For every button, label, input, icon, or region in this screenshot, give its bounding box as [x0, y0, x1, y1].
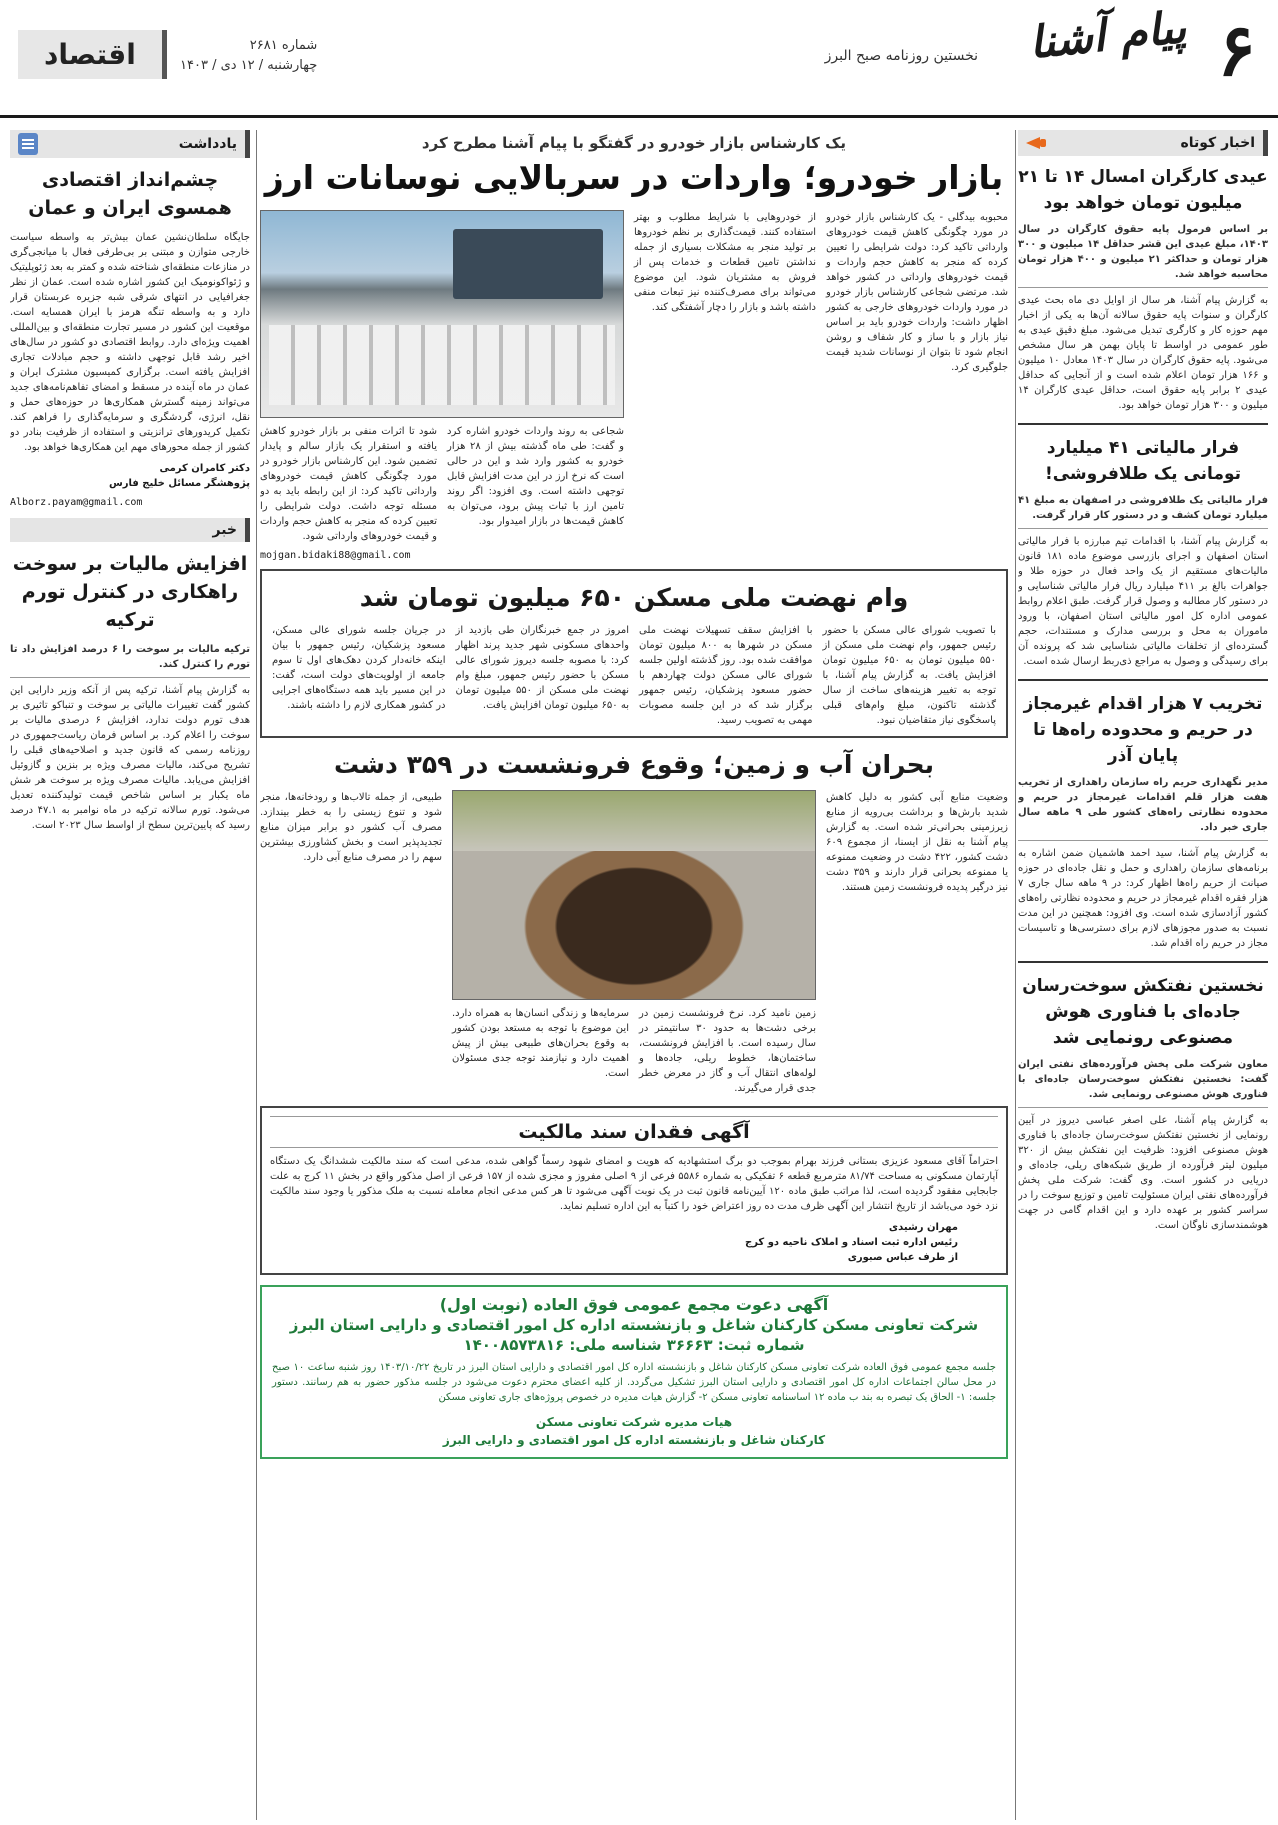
main-column: [260, 130, 1008, 1820]
author-role: پژوهشگر مسائل خلیج فارس: [108, 478, 250, 489]
news-bar: [10, 518, 250, 542]
news-item: [1018, 435, 1268, 669]
article-column: با تصویب شورای عالی مسکن با حضور رئیس جمهور، وام نهضت ملی مسکن از ۵۵۰ میلیون تومان به ۶۵۰ میلیون تومان افزایش یافت. به گزارش پیام آشنا، با توجه به تغییر هزینه‌های ساخت از سال گذشته تاکنون، مبلغ وام‌های قبلی پاسخگوی نیاز متقاضیان نبود.: [822, 625, 996, 726]
column-divider: [1015, 130, 1016, 1820]
article-column: در جریان جلسه شورای عالی مسکن، مسعود پزشکیان، رئیس جمهور با بیان اینکه خانه‌دار کردن دهک‌های اول تا سوم جامعه از اولویت‌های دولت است، گفت: در این مسیر باید همه دستگاه‌های اجرایی در کشور همکاری لازم را داشته باشند.: [272, 625, 446, 711]
note-body: جایگاه سلطان‌نشین عمان بیش‌تر به واسطه سیاست خارجی متوازن و مبتنی بر بی‌طرفی فعال با میانجی‌گری در منازعات منطقه‌ای شناخته شده و کمتر به بعد ژئوپلیتیک و ژئواکونومیک این کشور اشاره شده است. عمان از نظر جغرافیایی در انتهای شرقی شبه جزیره عربستان قرار دارد و به واسطه تنگه هرمز با ایران همسایه است. موقعیت این کشور در مسیر تجارت منطقه‌ای و بین‌المللی اهمیت ویژه‌ای دارد. روابط اقتصادی دو کشور در سال‌های اخیر رشد قابل توجهی داشته و حجم مبادلات تجاری افزایش یافته است. برگزاری کمیسیون مشترک ایران و عمان در ماه آینده در مسقط و امضای تفاهم‌نامه‌های جدید می‌تواند زمینه گسترش همکاری‌ها در حوزه‌های حمل و نقل، انرژی، گردشگری و سرمایه‌گذاری را فراهم کند. تکمیل کریدورهای ترانزیتی و استفاده از ظرفیت بنادر دو کشور از جمله محورهای مهم این همکاری‌ها خواهد بود.: [10, 232, 250, 453]
article-kicker: یک کارشناس بازار خودرو در گفتگو با پیام آشنا مطرح کرد: [421, 134, 847, 152]
article-column: امروز در جمع خبرنگاران طی بازدید از واحدهای مسکونی شهر جدید پرند اظهار کرد: با مصوبه جلسه دیروز شورای عالی مسکن با حضور رئیس جمهور، مبلغ وام نهضت ملی مسکن از ۵۵۰ میلیون تومان به ۶۵۰ میلیون تومان افزایش یافت.: [455, 625, 630, 711]
cars-shape: [269, 325, 615, 405]
author-name: دکتر کامران کرمی: [159, 463, 250, 474]
short-news-column: [1018, 130, 1268, 1820]
signer-board: هیات مدیره شرکت تعاونی مسکن: [535, 1415, 733, 1429]
signer-org: کارکنان شاغل و بازنشسته اداره کل امور اقتصادی و دارایی البرز: [442, 1433, 826, 1447]
author-email[interactable]: mojgan.bidaki88@gmail.com: [260, 550, 411, 561]
imported-cars-photo: [260, 210, 624, 418]
signer-name: مهران رشیدی: [888, 1222, 958, 1233]
news-body: به گزارش پیام آشنا، ترکیه پس از آنکه وزیر دارایی این کشور گفت تغییرات مالیاتی بر سوخت و تنباکو تاثیری بر هدف تورم دولت ندارد، افزایش ۶ درصدی مالیات بر سوخت را اعلام کرد. بر اساس فرمان ریاست‌جمهوری در روزنامه رسمی که قانون جدید و اصلاحیه‌های قبلی را تشریح می‌کند، مالیات مصرف ویژه بر بنزین و گازوئیل افزایش می‌یابد. مالیات مصرف ویژه بر سوخت هر شش ماه یکبار بر اساس شاخص قیمت تولیدکننده تعدیل می‌شود. تورم سالانه ترکیه در ماه نوامبر به ۴۷.۱ درصد رسید که پایین‌ترین سطح از اواسط سال ۲۰۲۳ است.: [10, 685, 250, 831]
article-column: از خودروهایی با شرایط مطلوب و بهتر استفاده کنند. قیمت‌گذاری بر نظم خودروها بر تولید منجر به مشکلات بسیاری از جمله نداشتن تامین قطعات و خدمات پس از فروش به مشتریان شود. این موضوع می‌تواند برای مصرف‌کننده نیز تبعات منفی داشته باشد و بازار را دچار آشفتگی کند.: [634, 212, 816, 313]
megaphone-icon: [1026, 135, 1048, 151]
article-column: شجاعی به روند واردات خودرو اشاره کرد و گفت: طی ماه گذشته بیش از ۲۸ هزار خودرو به کشور وارد شد و این در حالی است که نرخ ارز در این مدت افزایش قابل توجهی داشته است. وی افزود: اگر روند تامین ارز با ثبات پیش برود، می‌توان به کاهش قیمت‌ها در بازار امیدوار بود.: [447, 426, 624, 527]
sinkhole-photo: [452, 790, 816, 1000]
author-email[interactable]: Alborz.payam@gmail.com: [10, 497, 143, 508]
notepad-icon: [18, 133, 38, 155]
lost-deed-ad: [260, 1106, 1008, 1275]
ad-signature: [270, 1220, 998, 1265]
issue-date: چهارشنبه / ۱۲ دی / ۱۴۰۳: [180, 58, 318, 73]
article-column: سرمایه‌ها و زندگی انسان‌ها به همراه دارد. این موضوع با توجه به مستعد بودن کشور به وقوع بحران‌های طبیعی بیش از پیش اهمیت دارد و نیازمند توجه جدی مسئولان است.: [452, 1008, 629, 1079]
land-subsidence-article: [260, 746, 1008, 1096]
news-body: به گزارش پیام آشنا، با اقدامات تیم مبارزه با فرار مالیاتی استان اصفهان و اجرای بازرسی موضوع ماده ۱۸۱ قانون مالیات‌های مستقیم از یک واحد فعال در حوزه طلا و جواهرات بالغ بر ۴۱۱ میلیارد ریال فرار مالیاتی شناسایی و در دستور کار مطالبه و وصول قرار گرفت. طبق اعلام روابط عمومی اداره کل امور مالیاتی استان اصفهان، با ورود ماموران به محل و بررسی مدارک و مستندات، حجم گسترده‌ای از تخلفات مالیاتی شناسایی شد که پرونده آن برای رسیدگی و وصول به مراجع ذی‌ربط ارسال شده است.: [1018, 536, 1268, 667]
masthead: [0, 0, 1278, 118]
opinion-column: [10, 130, 250, 1820]
note-label: یادداشت: [178, 136, 237, 152]
subsidence-photo-block: [452, 790, 816, 1096]
news-item: [1018, 164, 1268, 413]
news-body: به گزارش پیام آشنا، سید احمد هاشمیان ضمن اشاره به برنامه‌های سازمان راهداری و حمل و نقل جاده‌ای در حوزه صیانت از حریم راه‌ها اظهار کرد: در ۹ ماهه سال جاری ۷ هزار فقره اقدام غیرمجاز در حریم و محدوده نظارتی راه‌های کشور آزادسازی شده است. وی افزود: همچنین در این مدت نسبت به صدور مجوزهای لازم برای دسترسی‌ها و تاسیسات مجاز در حریم راه اقدام شد.: [1018, 848, 1268, 949]
article-column: وضعیت منابع آبی کشور به دلیل کاهش شدید بارش‌ها و برداشت بی‌رویه از منابع زیرزمینی بحرانی‌تر شده است. به گزارش پیام آشنا به نقل از ایسنا، از مجموع ۶۰۹ دشت کشور، ۴۲۲ دشت در وضعیت ممنوعه یا ممنوعه بحرانی قرار دارند و ۳۵۹ دشت نیز درگیر پدیده فرونشست زمین هستند.: [826, 792, 1008, 893]
news-lead: مدیر نگهداری حریم راه سازمان راهداری از تخریب هفت هزار قلم اقدامات غیرمجاز در حریم و محدوده نظارتی راه‌های کشور طی ۹ ماهه سال جاری خبر داد.: [1018, 775, 1268, 841]
ad-title: آگهی دعوت مجمع عمومی فوق العاده (نوبت اول): [439, 1295, 829, 1314]
divider: [1018, 679, 1268, 681]
signer-role: رئیس اداره ثبت اسناد و املاک ناحیه دو کرج: [744, 1237, 958, 1248]
note-bar: [10, 130, 250, 158]
page-number: ۶: [1217, 7, 1256, 92]
news-lead: فرار مالیاتی یک طلافروشی در اصفهان به مبلغ ۴۱ میلیارد تومان کشف و در دستور کار قرار گرفت.: [1018, 493, 1268, 529]
news-title: نخستین نفتکش سوخت‌رسان جاده‌ای با فناوری هوش مصنوعی رونمایی شد: [1022, 976, 1264, 1048]
short-news-bar: [1018, 130, 1268, 156]
divider: [1018, 423, 1268, 425]
newspaper-logo: پیام آشنا: [1026, 1, 1189, 70]
ad-body: احتراماً آقای مسعود عزیزی بستانی فرزند بهرام بموجب دو برگ استشهادیه که هویت و امضای شهود رسماً گواهی شده، مدعی است که سند مالکیت ششدانگ یک دستگاه آپارتمان مسکونی به مساحت ۸۱/۷۴ مترمربع قطعه ۶ تفکیکی به شماره ۵۵۸۶ فرعی از ۹ اصلی مفروز و مجزی شده از ۱۵۷ فرعی از اصل مذکور واقع در بخش ۱۱ کرج به علت جابجایی مفقود گردیده است، لذا مراتب طبق ماده ۱۲۰ آیین‌نامه قانون ثبت در یک نوبت آگهی می‌شود تا هر کس مدعی انجام معامله نسبت به ملک مذکور یا وجود سند مالکیت نزد خود می‌باشد از تاریخ انتشار این آگهی ظرف مدت ده روز اعتراض خود را کتباً به این اداره تسلیم نماید.: [270, 1156, 999, 1212]
land-subsidence-title: بحران آب و زمین؛ وقوع فرونشست در ۳۵۹ دشت: [333, 750, 935, 779]
issue-meta: [180, 36, 317, 76]
short-news-label: اخبار کوتاه: [1180, 135, 1255, 151]
ship-shape: [453, 229, 603, 299]
article-column: شود تا اثرات منفی بر بازار خودرو کاهش یافته و استقرار یک بازار سالم و پایدار تضمین شود. این کارشناس بازار خودرو در مورد چگونگی کاهش قیمت خودروهای وارداتی تاکید کرد: از این رابطه باید به دو مسئله توجه داشت. دولت شرایطی را تعیین کرده که منجر به کاهش حجم واردات و قیمت خودروهای وارداتی شود.: [260, 426, 437, 542]
ad-organization: شرکت تعاونی مسکن کارکنان شاغل و بازنشسته اداره کل امور اقتصادی و دارایی استان البرز: [289, 1316, 979, 1334]
note-title: چشم‌انداز اقتصادی همسوی ایران و عمان: [28, 169, 232, 219]
column-divider: [256, 130, 257, 1820]
news-lead: بر اساس فرمول پایه حقوق کارگران در سال ۱۴۰۳، مبلغ عیدی این قشر حداقل ۱۴ میلیون و ۳۰۰ هزار تومان و حداکثر ۲۱ میلیون و ۴۰۰ هزار تومان محاسبه خواهد شد.: [1018, 222, 1268, 288]
news-title: افزایش مالیات بر سوخت راهکاری در کنترل تورم ترکیه: [12, 553, 248, 631]
news-item: [1018, 973, 1268, 1233]
divider: [1018, 961, 1268, 963]
article-column: طبیعی، از جمله تالاب‌ها و رودخانه‌ها، منجر شود و تنوع زیستی را به خطر بیندازد. مصرف آب کشور دو برابر میزان منابع تجدیدپذیر است و بخش کشاورزی بیشترین سهم را در مصرف منابع آبی دارد.: [260, 792, 442, 863]
housing-loan-title: وام نهضت ملی مسکن ۶۵۰ میلیون تومان شد: [359, 583, 909, 612]
article-headline: بازار خودرو؛ واردات در سربالایی نوسانات ارز: [264, 158, 1004, 197]
news-lead: معاون شرکت ملی پخش فرآورده‌های نفتی ایران گفت: نخستین نفتکش سوخت‌رسان جاده‌ای با فناوری هوش مصنوعی رونمایی شد.: [1018, 1057, 1268, 1108]
article-column: محبوبه بیدگلی - یک کارشناس بازار خودرو در مورد چگونگی کاهش قیمت خودروهای وارداتی تاکید کرد: دولت شرایطی را تعیین کرده که منجر به کاهش حجم واردات و قیمت خودروهای وارداتی در کشور خواهد شد. مرتضی شجاعی کارشناس بازار خودرو در مورد واردات خودروهای خارجی به کشور اظهار داشت: واردات خودرو باید بر اساس نیاز بازار و با ساز و کار شفاف و روشن انجام شود تا بتوان از نوسانات شدید قیمت جلوگیری کرد.: [826, 212, 1008, 373]
ad-body: جلسه مجمع عمومی فوق العاده شرکت تعاونی مسکن کارکنان شاغل و بازنشسته اداره کل امور اقتصادی و دارایی استان البرز در تاریخ ۱۴۰۳/۱۰/۲۲ روز شنبه ساعت ۱۰ صبح در محل سالن اجتماعات اداره کل امور اقتصادی و دارایی استان البرز تشکیل می‌گردد. از کلیه اعضای محترم دعوت می‌شود در جلسه مذکور حضور به هم رسانند. دستور جلسه: ۱- الحاق یک تبصره به بند ب ماده ۱۲ اساسنامه تعاونی مسکن ۲- گزارش هیات مدیره در خصوص پروژه‌های جاری تعاونی مسکن: [272, 1362, 996, 1403]
ad-title: آگهی فقدان سند مالکیت: [270, 1116, 998, 1148]
ad-registration: شماره ثبت: ۳۶۶۶۳ شناسه ملی: ۱۴۰۰۸۵۷۳۸۱۶: [463, 1336, 805, 1354]
news-body: به گزارش پیام آشنا، هر سال از اوایل دی ماه بحث عیدی کارگران و سنوات پایه حقوق سالانه آن‌ها به یکی از اخبار مهم حوزه کار و کارگری تبدیل می‌شود. مبلغ دقیق عیدی به طور عمومی در اواسط تا پایان بهمن هر سال مشخص می‌شود. پایه حقوق کارگران در سال ۱۴۰۳ معادل ۱۰ میلیون و ۱۶۶ هزار تومان اعلام شده است و از آنجایی که حداقل عیدی ۲ برابر پایه حقوق است، حداقل عیدی کارگران ۱۴ میلیون و ۳۰۰ هزار تومان خواهد بود.: [1018, 295, 1268, 411]
article-photo-block: [260, 210, 624, 561]
news-title: تخریب ۷ هزار اقدام غیرمجاز در حریم و محدوده راه‌ها تا پایان آذر: [1023, 694, 1263, 766]
assembly-invitation-ad: [260, 1285, 1008, 1459]
news-title: عیدی کارگران امسال ۱۴ تا ۲۱ میلیون تومان خواهد بود: [1018, 167, 1268, 213]
news-lead: ترکیه مالیات بر سوخت را ۶ درصد افزایش داد تا تورم را کنترل کند.: [10, 642, 250, 678]
issue-number: شماره ۲۶۸۱: [249, 38, 318, 53]
housing-loan-box: [260, 569, 1008, 738]
article-column: با افزایش سقف تسهیلات نهضت ملی مسکن در شهرها به ۸۰۰ میلیون تومان موافقت شده بود. روز گذشته اولین جلسه شورای عالی مسکن دولت چهاردهم با حضور مسعود پزشکیان، رئیس جمهور برگزار شد که در این جلسه مصوبات مهمی به تصویب رسید.: [639, 625, 813, 726]
news-body: به گزارش پیام آشنا، علی اصغر عباسی دیروز در آیین رونمایی از نخستین نفتکش سوخت‌رسان جاده‌ای با فناوری هوش مصنوعی افزود: ظرفیت این نفتکش بیش از ۳۲۰ میلیون لیتر فرآورده از طریق شبکه‌های ریلی، جاده‌ای و دریایی در کشور است. وی گفت: شرکت ملی پخش فرآورده‌های نفتی ایران مسئولیت تامین و توزیع سوخت را در سراسر کشور بر عهده دارد و این اقدام گامی در جهت هوشمندسازی ناوگان است.: [1018, 1115, 1268, 1231]
note-author: [10, 461, 250, 508]
news-title: فرار مالیاتی ۴۱ میلیارد تومانی یک طلافروشی!: [1044, 438, 1242, 484]
signer-on-behalf: از طرف عباس صبوری: [847, 1252, 958, 1263]
article-body: [260, 210, 1008, 561]
section-label: اقتصاد: [18, 30, 167, 79]
article-column: زمین نامید کرد. نرخ فرونشست زمین در برخی دشت‌ها به حدود ۳۰ سانتیمتر در سال رسیده است. با افزایش فرونشست، ساختمان‌ها، خطوط ریلی، جاده‌ها و لوله‌های انتقال آب و گاز در معرض خطر جدی قرار می‌گیرند.: [639, 1008, 816, 1094]
ad-signature: [272, 1413, 996, 1449]
news-item: [1018, 691, 1268, 951]
news-label: خبر: [212, 522, 237, 538]
newspaper-subtitle: نخستین روزنامه صبح البرز: [824, 48, 978, 64]
